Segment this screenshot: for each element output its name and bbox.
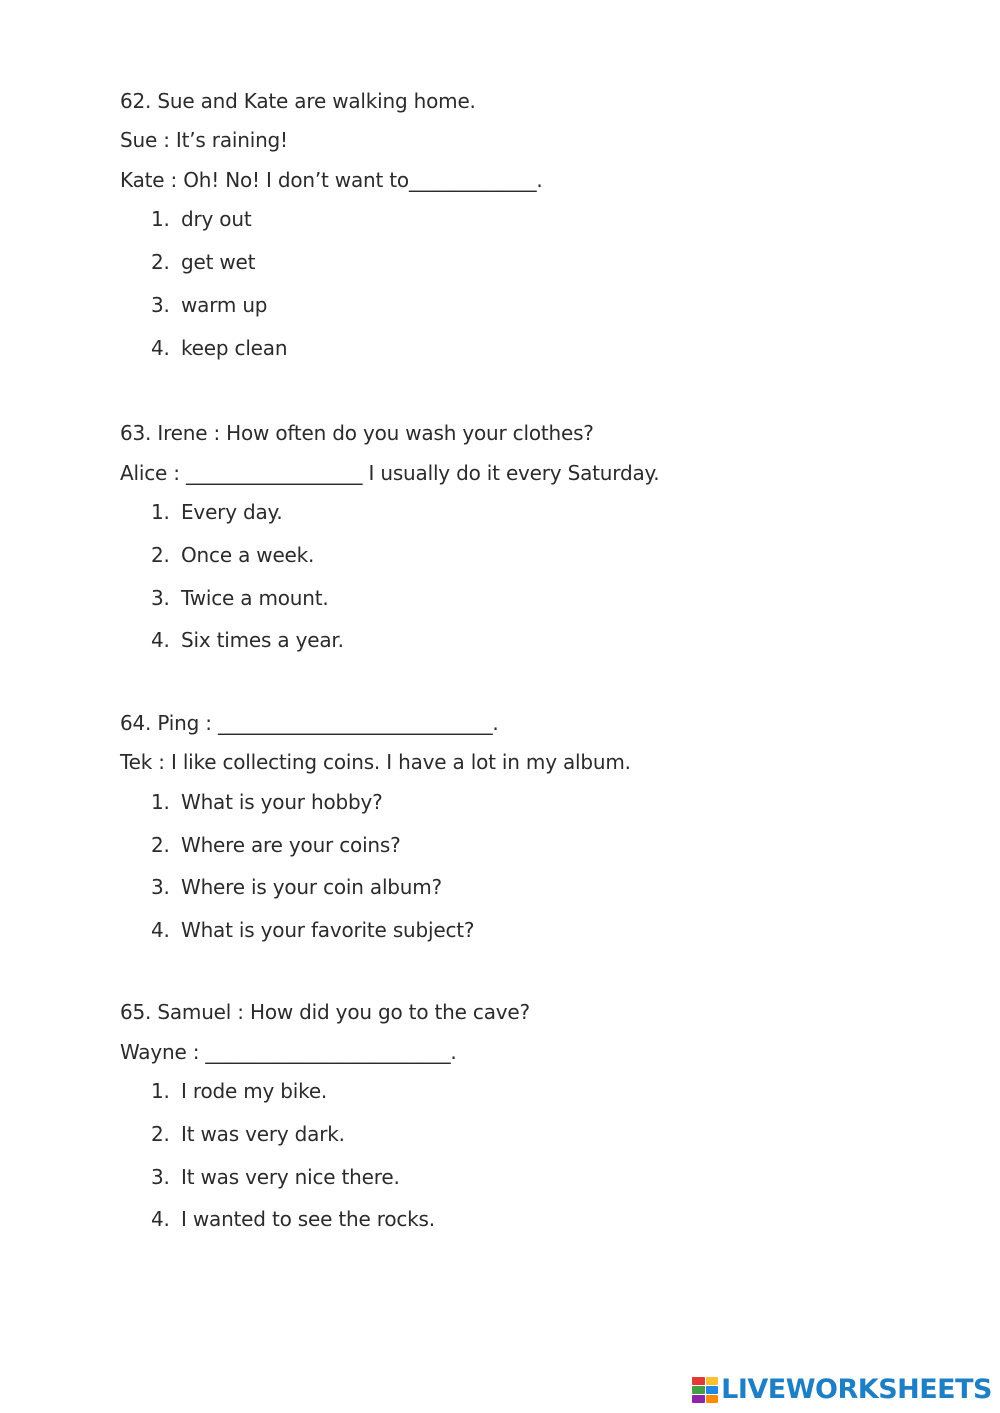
question-62-dialogue-kate: Kate : Oh! No! I don’t want to_____________. (120, 168, 543, 192)
question-62-option-4[interactable]: 4. keep clean (151, 336, 288, 360)
question-62-option-1[interactable]: 1. dry out (151, 207, 252, 231)
question-63-option-4[interactable]: 4. Six times a year. (151, 628, 344, 652)
question-62-prompt: 62. Sue and Kate are walking home. (120, 89, 476, 113)
question-65-option-2[interactable]: 2. It was very dark. (151, 1122, 345, 1146)
question-64-dialogue-ping: 64. Ping : ____________________________. (120, 711, 499, 735)
liveworksheets-logo-text: LIVEWORKSHEETS (721, 1374, 992, 1405)
question-62-option-2[interactable]: 2. get wet (151, 250, 256, 274)
question-64-option-3[interactable]: 3. Where is your coin album? (151, 875, 442, 899)
question-65-option-3[interactable]: 3. It was very nice there. (151, 1165, 400, 1189)
question-63-option-2[interactable]: 2. Once a week. (151, 543, 315, 567)
question-65-prompt: 65. Samuel : How did you go to the cave? (120, 1000, 530, 1024)
question-63-option-3[interactable]: 3. Twice a mount. (151, 586, 329, 610)
question-65-option-1[interactable]: 1. I rode my bike. (151, 1079, 328, 1103)
question-64-option-2[interactable]: 2. Where are your coins? (151, 833, 401, 857)
question-65-dialogue-wayne: Wayne : _________________________. (120, 1040, 457, 1064)
liveworksheets-logo-icon (692, 1377, 718, 1403)
question-62-option-3[interactable]: 3. warm up (151, 293, 268, 317)
question-63-dialogue-alice: Alice : __________________ I usually do it every Saturday. (120, 461, 660, 485)
question-63-prompt: 63. Irene : How often do you wash your clothes? (120, 421, 594, 445)
question-65-option-4[interactable]: 4. I wanted to see the rocks. (151, 1207, 435, 1231)
question-64-dialogue-tek: Tek : I like collecting coins. I have a lot in my album. (120, 750, 631, 774)
question-64-option-4[interactable]: 4. What is your favorite subject? (151, 918, 475, 942)
question-63-option-1[interactable]: 1. Every day. (151, 500, 283, 524)
liveworksheets-logo (692, 1373, 992, 1407)
question-64-option-1[interactable]: 1. What is your hobby? (151, 790, 383, 814)
question-62-dialogue-sue: Sue : It’s raining! (120, 128, 288, 152)
